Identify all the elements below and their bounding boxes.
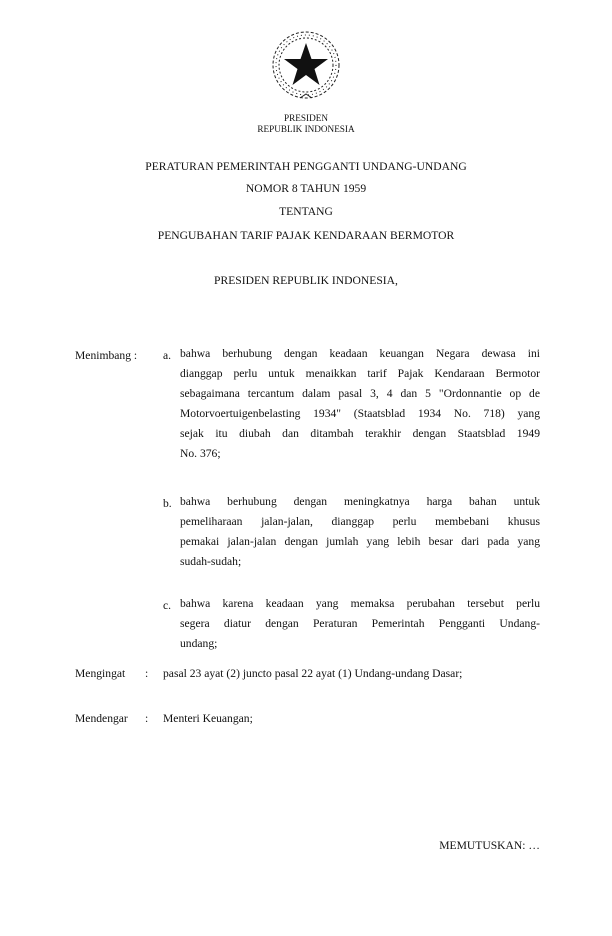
title-line-1: PERATURAN PEMERINTAH PENGGANTI UNDANG-UNDANG	[145, 160, 467, 173]
header-republik: REPUBLIK INDONESIA	[257, 124, 355, 134]
text-line: bahwa berhubung dengan meningkatnya harga bahan untuk	[180, 495, 540, 508]
text-line: undang;	[180, 637, 218, 650]
title-line-2: NOMOR 8 TAHUN 1959	[245, 182, 367, 195]
text-line: dianggap perlu untuk menaikkan tarif Pajak Kendaraan Bermotor	[180, 367, 540, 380]
mendengar-colon: :	[145, 712, 149, 725]
memutuskan-continuation: MEMUTUSKAN: …	[439, 839, 540, 852]
president-heading: PRESIDEN REPUBLIK INDONESIA,	[214, 274, 398, 287]
header-presiden: PRESIDEN	[284, 113, 328, 123]
mengingat-text: pasal 23 ayat (2) juncto pasal 22 ayat (1) Undang-undang Dasar;	[163, 667, 463, 680]
text-line: Motorvoertuigenbelasting 1934" (Staatsblad 1934 No. 718) yang	[180, 407, 540, 420]
text-line: bahwa karena keadaan yang memaksa perubahan tersebut perlu	[180, 597, 540, 610]
text-line: sejak itu diubah dan ditambah terakhir dengan Staatsblad 1949	[180, 427, 540, 440]
menimbang-item-mark: b.	[163, 497, 172, 510]
text-line: sebagaimana tercantum dalam pasal 3, 4 dan 5 "Ordonnantie op de	[180, 387, 540, 400]
text-line: pemeliharaan jalan-jalan, dianggap perlu membebani khusus	[180, 515, 540, 528]
menimbang-item-text	[180, 492, 540, 572]
menimbang-item-text	[180, 344, 540, 464]
menimbang-label: Menimbang :	[75, 349, 138, 362]
title-line-4: PENGUBAHAN TARIF PAJAK KENDARAAN BERMOTOR	[157, 229, 455, 242]
mendengar-label: Mendengar	[75, 712, 128, 725]
menimbang-item-text	[180, 594, 540, 654]
text-line: sudah-sudah;	[180, 555, 242, 568]
title-line-3: TENTANG	[279, 205, 333, 218]
menimbang-item-mark: a.	[163, 349, 172, 362]
mengingat-colon: :	[145, 667, 149, 680]
presidential-seal-icon	[268, 28, 344, 104]
menimbang-item-mark: c.	[163, 599, 172, 612]
text-line: bahwa berhubung dengan keadaan keuangan Negara dewasa ini	[180, 347, 540, 360]
mendengar-text: Menteri Keuangan;	[163, 712, 253, 725]
text-line: No. 376;	[180, 447, 221, 460]
text-line: pemakai jalan-jalan dengan jumlah yang lebih besar dari pada yang	[180, 535, 540, 548]
mengingat-label: Mengingat	[75, 667, 126, 680]
text-line: segera diatur dengan Peraturan Pemerintah Pengganti Undang-	[180, 617, 540, 630]
